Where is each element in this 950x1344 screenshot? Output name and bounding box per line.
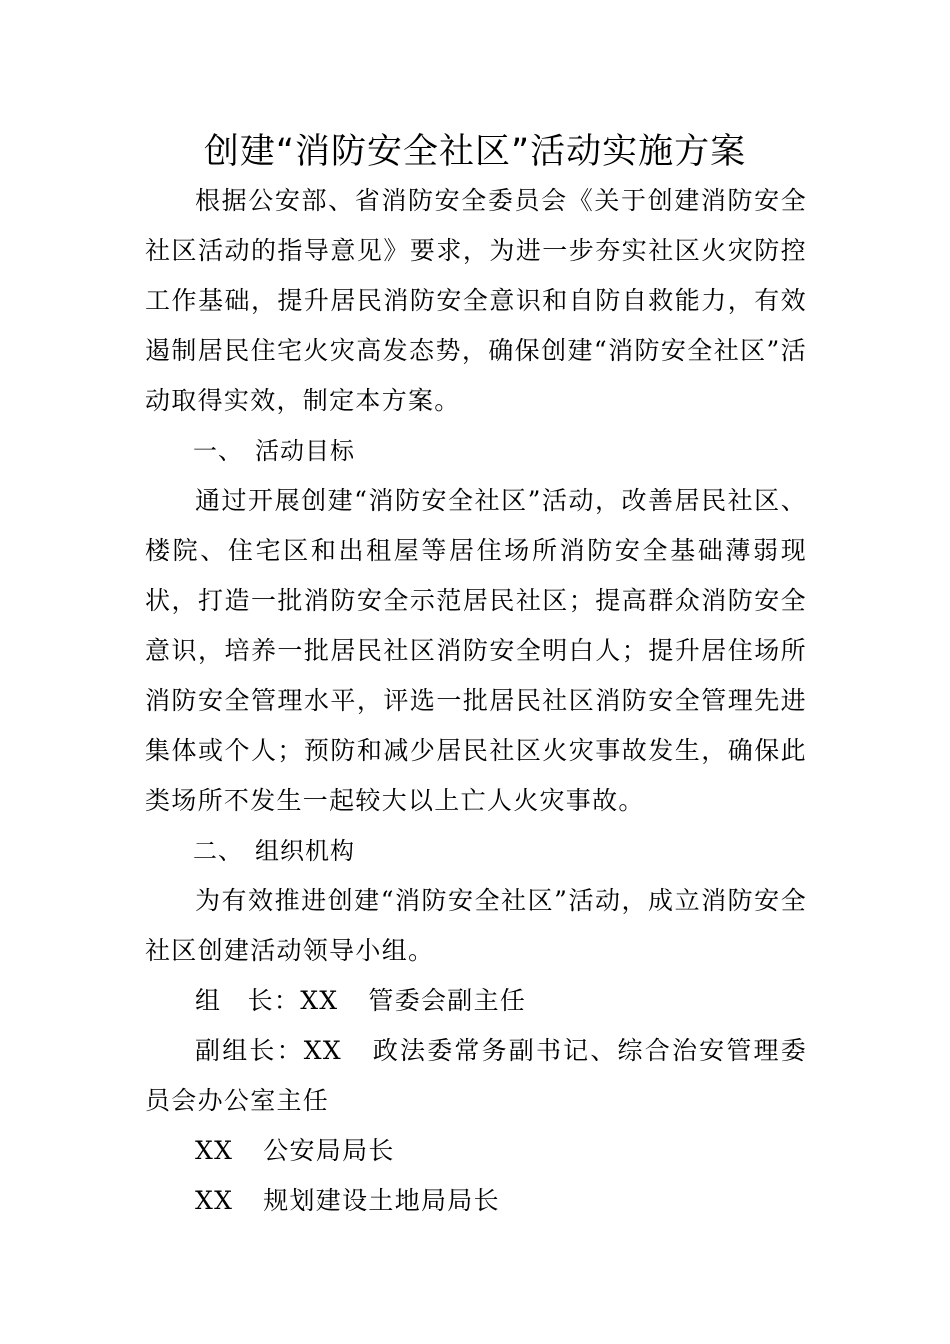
section-title: 活动目标 bbox=[255, 437, 355, 465]
member-name: XX bbox=[195, 1186, 234, 1215]
section-heading-goals bbox=[145, 426, 807, 476]
deputy-name: XX bbox=[303, 1036, 342, 1065]
deputy-title: 政法委常务副书记、综合治安管理委员会办公室主任 bbox=[145, 1036, 807, 1115]
document-title: 创建“消防安全社区”活动实施方案 bbox=[203, 132, 747, 172]
intro-paragraph: 根据公安部、省消防安全委员会《关于创建消防安全社区活动的指导意见》要求，为进一步夯实社区火灾防控工作基础，提升居民消防安全意识和自防自救能力，有效遏制居民住宅火灾高发态势，确保创建“消防安全社区”活动取得实效，制定本方案。 bbox=[145, 186, 807, 415]
leader-name: XX bbox=[300, 986, 339, 1015]
leader-label: 组 长： bbox=[195, 986, 301, 1015]
member-title: 规划建设土地局局长 bbox=[263, 1186, 500, 1215]
member-name: XX bbox=[195, 1136, 234, 1165]
section-title: 组织机构 bbox=[255, 837, 355, 865]
goals-paragraph: 通过开展创建“消防安全社区”活动，改善居民社区、楼院、住宅区和出租屋等居住场所消防安全基础薄弱现状，打造一批消防安全示范居民社区；提高群众消防安全意识，培养一批居民社区消防安全明白人；提升居住场所消防安全管理水平，评选一批居民社区消防安全管理先进集体或个人；预防和减少居民社区火灾事故发生，确保此类场所不发生一起较大以上亡人火灾事故。 bbox=[145, 486, 807, 815]
deputy-line bbox=[145, 1026, 807, 1126]
member-title: 公安局局长 bbox=[263, 1136, 395, 1165]
leader-title: 管委会副主任 bbox=[368, 986, 527, 1015]
deputy-label: 副组长： bbox=[195, 1036, 304, 1065]
section-heading-organization bbox=[145, 826, 807, 876]
member-line bbox=[145, 1126, 807, 1176]
section-number: 一、 bbox=[193, 437, 243, 465]
section-number: 二、 bbox=[193, 837, 243, 865]
member-line bbox=[145, 1176, 807, 1226]
document-body bbox=[145, 176, 807, 1226]
leader-line bbox=[145, 976, 807, 1026]
organization-paragraph: 为有效推进创建“消防安全社区”活动，成立消防安全社区创建活动领导小组。 bbox=[145, 886, 807, 965]
